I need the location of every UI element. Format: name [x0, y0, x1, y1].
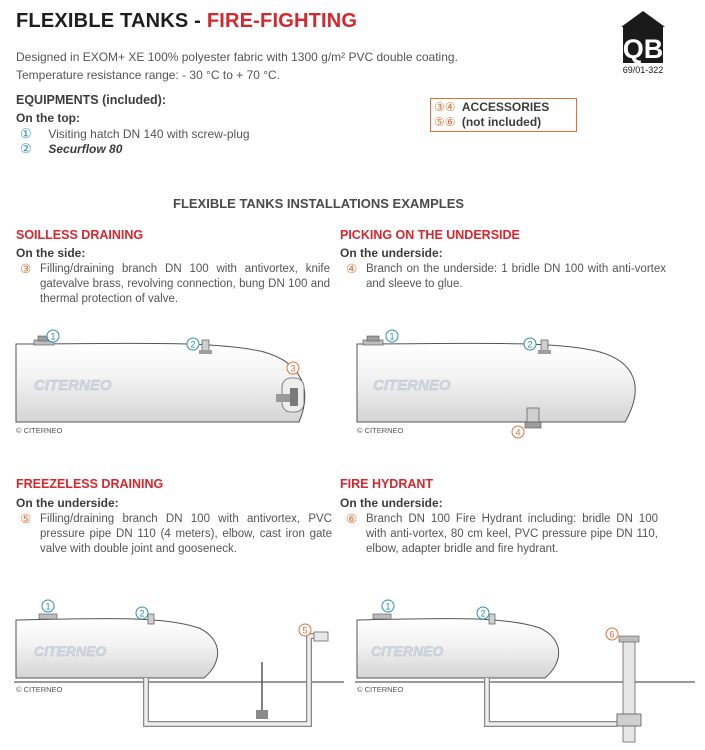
- title-main: FLEXIBLE TANKS -: [16, 10, 207, 32]
- section-title-picking: PICKING ON THE UNDERSIDE: [340, 228, 520, 242]
- equipment-text-2: Securflow 80: [48, 142, 123, 156]
- equipment-num-1: ①: [20, 126, 32, 141]
- equipments-heading: EQUIPMENTS (included):: [16, 93, 166, 107]
- section-desc-picking: Branch on the underside: 1 bridle DN 100 with anti-vortex and sleeve to glue.: [366, 263, 666, 290]
- intro-line-1: Designed in EXOM+ XE 100% polyester fabric with 1300 g/m² PVC double coating.: [16, 50, 458, 64]
- copyright-2: © CITERNEO: [357, 426, 404, 435]
- equipment-item-1: [20, 126, 250, 142]
- title-accent: FIRE-FIGHTING: [206, 10, 358, 32]
- qb-certification-logo: [617, 9, 669, 75]
- section-sub-freezeless: On the underside:: [16, 496, 119, 510]
- copyright-3: © CITERNEO: [16, 685, 63, 694]
- callout-5: 5: [302, 625, 308, 636]
- callout-1b: 1: [389, 331, 395, 342]
- equipment-num-2: ②: [20, 141, 32, 156]
- copyright-1: © CITERNEO: [16, 426, 63, 435]
- qb-letters: QB: [622, 34, 664, 64]
- diagram-picking: [355, 322, 675, 442]
- intro-line-2: Temperature resistance range: - 30 °C to + 70 °C.: [16, 68, 281, 82]
- callout-1d: 1: [385, 601, 391, 612]
- tank-brand-3: CITERNEO: [34, 643, 107, 659]
- callout-2c: 2: [139, 608, 145, 619]
- callout-6: 6: [609, 629, 615, 640]
- tank-brand-1: CITERNEO: [34, 377, 112, 394]
- accessories-label-2: (not included): [461, 115, 542, 129]
- equipments-subheading: On the top:: [16, 111, 80, 125]
- section-num-3: ③: [20, 262, 32, 276]
- callout-4: 4: [515, 427, 521, 438]
- accessories-nums-2: ⑤⑥: [434, 115, 456, 129]
- accessories-box: [430, 98, 577, 132]
- diagram-hydrant: [355, 598, 695, 750]
- tank-brand-2: CITERNEO: [373, 377, 451, 394]
- section-title-soilless: SOILLESS DRAINING: [16, 228, 144, 242]
- section-desc-freezeless: Filling/draining branch DN 100 with antivortex, PVC pressure pipe DN 110 (4 meters), elbow, cast iron gate valve with double joint and gooseneck.: [40, 513, 332, 555]
- section-text-soilless: [20, 262, 330, 307]
- section-num-5: ⑤: [20, 512, 32, 526]
- section-sub-picking: On the underside:: [340, 246, 443, 260]
- section-title-freezeless: FREEZELESS DRAINING: [16, 477, 164, 491]
- copyright-4: © CITERNEO: [357, 685, 404, 694]
- qb-code: 69/01-322: [622, 65, 664, 75]
- callout-1: 1: [50, 331, 56, 342]
- section-sub-soilless: On the side:: [16, 246, 86, 260]
- section-text-hydrant: [346, 512, 658, 557]
- diagram-soilless: [14, 322, 334, 437]
- section-text-freezeless: [20, 512, 332, 557]
- accessories-row-1: [434, 100, 549, 114]
- section-num-6: ⑥: [346, 512, 358, 526]
- section-desc-hydrant: Branch DN 100 Fire Hydrant including: bridle DN 100 with anti-vortex, 80 cm keel, PVC pressure pipe DN 110, elbow, adapter bridle and fire hydrant.: [366, 513, 658, 555]
- installations-heading: FLEXIBLE TANKS INSTALLATIONS EXAMPLES: [173, 196, 465, 211]
- section-desc-soilless: Filling/draining branch DN 100 with antivortex, knife gatevalve brass, revolving connection, bung DN 100 and thermal protection of valve.: [40, 263, 330, 305]
- tank-brand-4: CITERNEO: [371, 643, 444, 659]
- section-num-4: ④: [346, 262, 358, 276]
- section-title-hydrant: FIRE HYDRANT: [340, 477, 434, 491]
- accessories-row-2: [434, 115, 541, 129]
- page-title: [16, 10, 357, 33]
- callout-2d: 2: [480, 608, 486, 619]
- diagram-freezeless: [14, 598, 344, 750]
- accessories-label-1: ACCESSORIES: [461, 100, 550, 114]
- equipment-text-1: Visiting hatch DN 140 with screw-plug: [48, 127, 250, 141]
- equipment-item-2: [20, 141, 122, 157]
- callout-3: 3: [290, 363, 296, 374]
- accessories-nums-1: ③④: [434, 100, 456, 114]
- section-sub-hydrant: On the underside:: [340, 496, 443, 510]
- callout-2b: 2: [527, 339, 533, 350]
- callout-1c: 1: [45, 601, 51, 612]
- qb-logo-icon: [617, 9, 669, 75]
- callout-2: 2: [190, 339, 196, 350]
- section-text-picking: [346, 262, 666, 292]
